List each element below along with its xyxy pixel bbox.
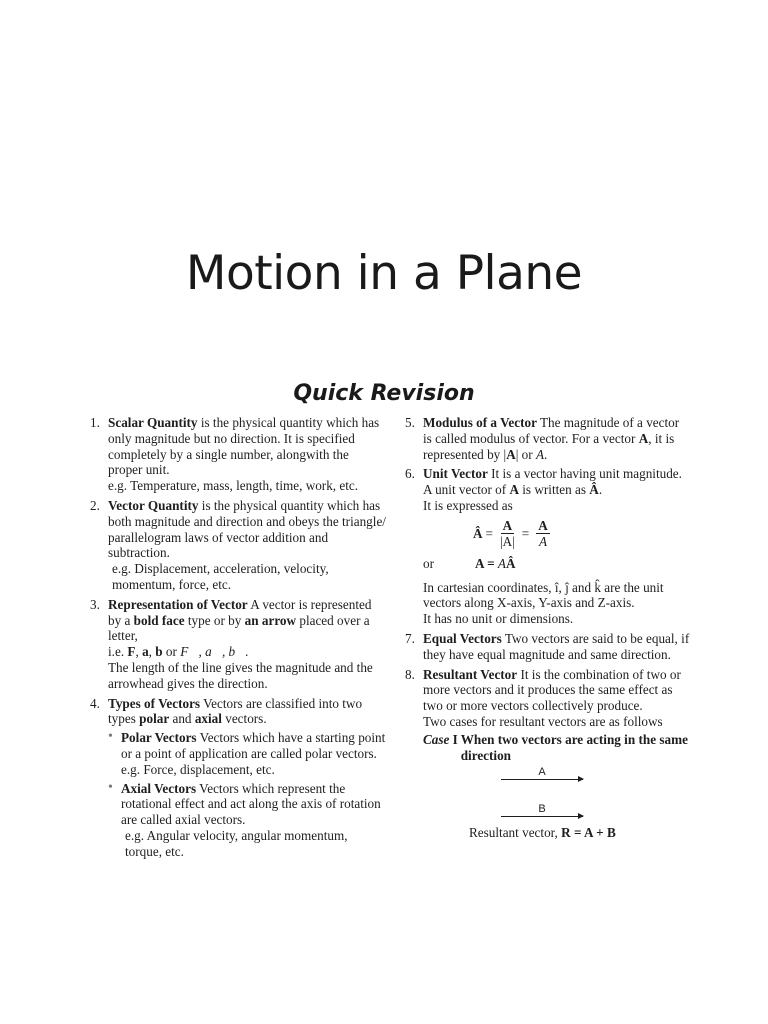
formula-part: Â — [505, 555, 516, 571]
term: Types of Vectors — [108, 695, 201, 711]
definition: Vectors which represent the rotational effect and act along the axis of rotation are called axial vectors. — [121, 780, 381, 828]
vector-B-label: B — [538, 803, 546, 816]
numerator: A — [502, 517, 513, 533]
item-unit-vector — [401, 466, 691, 627]
formula-part: A = — [475, 555, 498, 571]
definition: is the physical quantity which has both magnitude and direction and obeys the triangle/ parallelogram laws of vector addition and subtraction. — [108, 497, 386, 561]
item-body — [108, 597, 386, 644]
item-body — [108, 696, 386, 728]
chapter-title: Motion in a Plane — [185, 246, 583, 301]
vector-B-arrow — [501, 816, 583, 817]
term: Axial Vectors — [121, 780, 197, 796]
item-number: 6. — [405, 466, 415, 482]
vector-A: A — [638, 430, 649, 446]
formula-part: A — [497, 555, 506, 571]
sub-item-axial-vectors — [108, 781, 386, 860]
item-modulus-of-vector — [401, 415, 691, 462]
separator: , — [135, 644, 143, 660]
bold-a: a — [142, 644, 149, 660]
polar-word: polar — [139, 711, 170, 727]
definition: Vectors which have a starting point or a point of application are called polar vectors. e.g. Force, displacement, etc. — [121, 730, 386, 777]
item-number: 8. — [405, 666, 415, 682]
sub-item-polar-vectors — [108, 730, 386, 777]
item-body — [108, 415, 386, 478]
two-cases-text: Two cases for resultant vectors are as follows — [423, 713, 663, 729]
resultant-formula-row — [423, 825, 691, 841]
result-formula: R = A + B — [561, 825, 616, 841]
text: , it is represented by | — [423, 430, 675, 462]
case-word: Case — [423, 731, 450, 747]
item-number: 1. — [90, 415, 100, 430]
term: Resultant Vector — [423, 666, 518, 682]
term: Equal Vectors — [423, 630, 502, 646]
unit-vector-A: Â — [589, 482, 599, 498]
item-scalar-quantity — [86, 415, 386, 494]
vector-A-label: A — [538, 766, 546, 779]
text: It is a vector having unit magnitude. A unit vector of — [423, 466, 682, 498]
item-resultant-vector — [401, 667, 691, 842]
item-body — [423, 415, 691, 462]
length-description: The length of the line gives the magnitude and the arrowhead gives the direction. — [108, 659, 373, 691]
ie-prefix: i.e. — [108, 644, 128, 660]
item-body — [423, 466, 691, 498]
vector-diagram — [501, 765, 691, 825]
case-label — [423, 732, 461, 764]
term: Representation of Vector — [108, 596, 248, 612]
term: Unit Vector — [423, 466, 488, 482]
definition: Two vectors are said to be equal, if they have equal magnitude and same direction. — [423, 630, 690, 662]
item-number: 7. — [405, 630, 415, 646]
term: Modulus of a Vector — [423, 415, 537, 430]
alternate-formula — [423, 556, 691, 572]
no-unit-text: It has no unit or dimensions. — [423, 611, 574, 627]
example: e.g. Displacement, acceleration, velocity, momentum, force, etc. — [112, 561, 329, 592]
definition: It is the combination of two or more vectors and it produces the same effect as two or more vectors collectively produce. — [423, 666, 681, 714]
bullet-icon: • — [108, 779, 113, 795]
right-column — [401, 415, 691, 845]
text: . — [598, 482, 603, 498]
text: The magnitude of a vector is called modulus of vector. For a vector — [423, 415, 680, 446]
cartesian-text: In cartesian coordinates, î, ĵ and k̂ are the unit vectors along X-axis, Y-axis and Z-axis. — [423, 579, 664, 611]
arrow-term: an arrow — [244, 612, 297, 628]
text: vectors. — [221, 711, 267, 727]
vector-A: A — [506, 446, 516, 462]
item-number: 5. — [405, 415, 415, 430]
vector-A: A — [509, 482, 519, 498]
or-text: or — [162, 644, 181, 660]
item-equal-vectors — [401, 631, 691, 663]
section-title: Quick Revision — [293, 381, 475, 406]
formula-lhs: Â — [473, 525, 483, 541]
case-heading — [423, 732, 691, 764]
unit-vector-formula — [423, 518, 691, 550]
text: and — [169, 711, 195, 727]
item-number: 4. — [90, 695, 100, 711]
equals-sign: = — [521, 525, 530, 541]
item-types-of-vectors — [86, 696, 386, 860]
text: type or by — [184, 612, 245, 628]
scalar-A: A — [535, 446, 545, 462]
fraction-2 — [536, 518, 550, 550]
arrow-notation: F⃗, a⃗, b⃗. — [180, 644, 249, 660]
term: Vector Quantity — [108, 497, 199, 513]
term: Polar Vectors — [121, 730, 197, 746]
text: placed over a letter, — [108, 612, 370, 644]
bold-F: F — [127, 644, 136, 660]
text: A vector is represented by a — [108, 596, 372, 628]
left-column — [86, 415, 386, 864]
item-body — [108, 498, 386, 561]
item-representation-of-vector — [86, 597, 386, 692]
result-text: Resultant vector, — [469, 825, 562, 841]
bold-face-term: bold face — [133, 612, 185, 628]
term: Scalar Quantity — [108, 415, 198, 430]
item-number: 3. — [90, 596, 100, 612]
or-label: or — [423, 555, 434, 571]
fraction-1 — [500, 518, 515, 550]
equals-sign: = — [485, 525, 493, 541]
example: e.g. Angular velocity, angular momentum, torque, etc. — [125, 827, 348, 859]
axial-word: axial — [194, 711, 222, 727]
denominator: |A| — [499, 533, 515, 549]
sub-item-body — [121, 730, 386, 777]
separator: , — [148, 644, 156, 660]
text: Vectors are classified into two types — [108, 695, 363, 727]
text: | or — [515, 446, 536, 462]
item-vector-quantity — [86, 498, 386, 593]
or-formula — [475, 556, 516, 572]
sub-item-body — [121, 781, 386, 828]
text: is written as — [518, 482, 590, 498]
vector-A-arrow — [501, 779, 583, 780]
expressed-text: It is expressed as — [423, 497, 513, 513]
bold-b: b — [155, 644, 163, 660]
numerator: A — [538, 517, 548, 533]
denominator: A — [538, 533, 548, 549]
example: e.g. Temperature, mass, length, time, work, etc. — [108, 478, 359, 494]
case-text: When two vectors are acting in the same direction — [460, 731, 688, 763]
item-number: 2. — [90, 497, 100, 513]
item-body — [423, 667, 691, 714]
case-number: I — [449, 731, 458, 747]
notation-examples — [108, 644, 386, 660]
item-body — [423, 631, 691, 663]
text: . — [544, 446, 548, 462]
definition: is the physical quantity which has only magnitude but no direction. It is specified completely by a single number, alongwith the proper unit. — [108, 415, 380, 478]
bullet-icon: • — [108, 729, 113, 745]
